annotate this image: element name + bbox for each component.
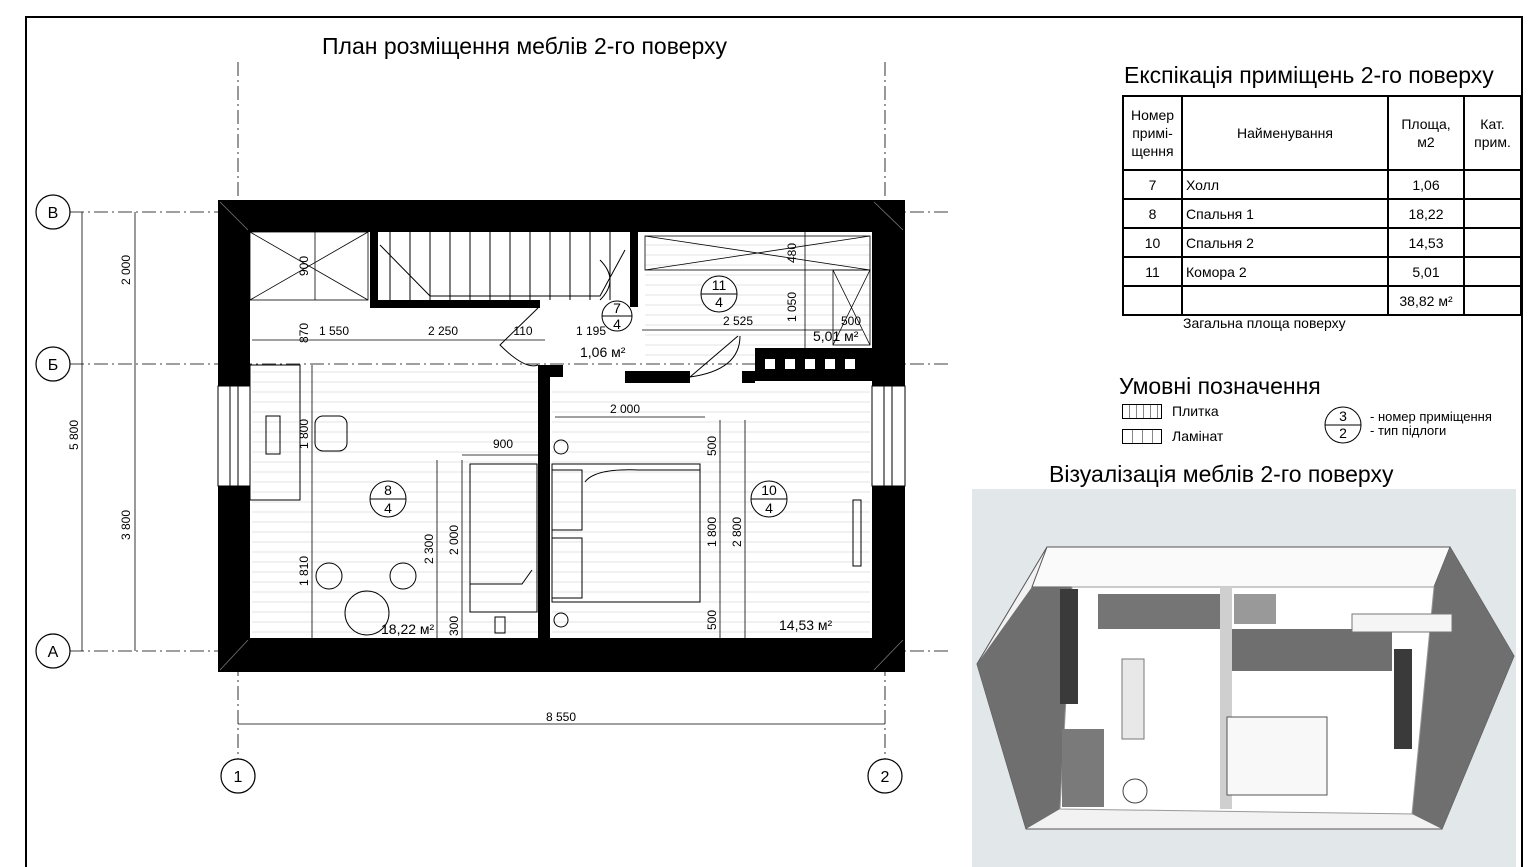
axis-label-1: 1 [233, 769, 243, 786]
spec-header-name: Найменування [1182, 96, 1388, 170]
room-floor: 4 [384, 500, 392, 516]
dim-inner: 500 [705, 435, 719, 457]
dim-inner: 500 [840, 314, 862, 328]
cell-empty [1464, 286, 1521, 315]
axis-label-v: В [47, 205, 59, 222]
room-area: 18,22 м² [381, 621, 435, 637]
dim-inner: 480 [785, 242, 799, 264]
spec-header-category: Кат. прим. [1464, 96, 1521, 170]
cell-name: Спальня 1 [1182, 199, 1388, 228]
room-area: 5,01 м² [813, 328, 859, 344]
dim-inner: 870 [297, 322, 311, 344]
cell-name: Комора 2 [1182, 257, 1388, 286]
legend-tile-label: Плитка [1172, 403, 1219, 419]
room-number: 11 [711, 277, 727, 293]
dim-inner: 110 [513, 324, 533, 338]
dim-inner: 2 800 [730, 516, 744, 548]
dim-inner: 2 300 [422, 533, 436, 565]
cell-area: 5,01 [1388, 257, 1464, 286]
legend-floor-desc: - тип підлоги [1370, 423, 1447, 438]
cell-num: 7 [1123, 170, 1182, 199]
spec-total-area: 38,82 м² [1388, 286, 1464, 315]
cell-name: Холл [1182, 170, 1388, 199]
legend-title: Умовні позначення [1119, 373, 1321, 399]
cell-cat [1464, 228, 1521, 257]
table-row [1123, 170, 1521, 199]
spec-header-area: Площа, м2 [1388, 96, 1464, 170]
axis-label-b: Б [47, 357, 59, 374]
cell-name: Спальня 2 [1182, 228, 1388, 257]
dim-inner: 1 810 [297, 555, 311, 587]
room-number: 10 [761, 482, 777, 498]
room-number: 8 [384, 482, 392, 498]
laminate-hatch [252, 242, 870, 632]
dim-inner: 2 000 [609, 402, 641, 416]
legend-num-desc: - номер приміщення [1370, 409, 1492, 424]
legend-sample-num: 3 [1339, 408, 1347, 424]
dim-inner: 900 [492, 437, 514, 451]
cell-area: 18,22 [1388, 199, 1464, 228]
dim-inner: 1 050 [785, 291, 799, 323]
axis-label-2: 2 [880, 769, 890, 786]
spec-title: Експікація приміщень 2-го поверху [1124, 62, 1494, 88]
spec-total-row [1123, 286, 1521, 315]
viz-title: Візуалізація меблів 2-го поверху [1049, 461, 1394, 487]
room-floor: 4 [765, 500, 773, 516]
dim-inner: 900 [297, 255, 311, 277]
cell-cat [1464, 170, 1521, 199]
spec-header-row [1123, 96, 1521, 170]
cell-area: 14,53 [1388, 228, 1464, 257]
staircase [380, 232, 625, 300]
dim-left-5800: 5 800 [67, 419, 81, 451]
room-number: 7 [613, 300, 621, 316]
dim-inner: 1 195 [575, 324, 607, 338]
legend-room-tag [1323, 405, 1363, 445]
plan-title: План розміщення меблів 2-го поверху [322, 33, 728, 59]
cell-empty [1182, 286, 1388, 315]
exterior-walls [218, 200, 905, 672]
dim-inner: 1 800 [297, 418, 311, 450]
render-drawing [972, 489, 1516, 867]
tile-swatch [1122, 404, 1162, 419]
spec-header-number: Номер примі-щення [1123, 96, 1182, 170]
visualization-render [972, 489, 1516, 867]
dim-inner: 1 800 [705, 516, 719, 548]
cell-num: 10 [1123, 228, 1182, 257]
dim-left-3800: 3 800 [119, 509, 133, 541]
room-area: 14,53 м² [779, 617, 833, 633]
cell-num: 11 [1123, 257, 1182, 286]
cell-cat [1464, 257, 1521, 286]
cell-cat [1464, 199, 1521, 228]
spec-table [1122, 95, 1522, 316]
room-floor: 4 [613, 316, 621, 332]
legend-sample-floor: 2 [1339, 425, 1347, 441]
room-area: 1,06 м² [580, 344, 626, 360]
dim-inner: 2 250 [427, 324, 459, 338]
laminate-swatch [1122, 429, 1162, 444]
cell-num: 8 [1123, 199, 1182, 228]
legend-laminate-label: Ламінат [1172, 428, 1224, 444]
table-row [1123, 257, 1521, 286]
table-row [1123, 228, 1521, 257]
room-floor: 4 [715, 294, 723, 310]
dim-bottom-8550: 8 550 [545, 710, 577, 724]
table-row [1123, 199, 1521, 228]
dim-inner: 2 000 [447, 524, 461, 556]
axis-label-a: А [47, 644, 59, 661]
dim-inner: 500 [705, 609, 719, 631]
dim-inner: 300 [447, 615, 461, 637]
dim-inner: 2 525 [722, 314, 754, 328]
room-tags [370, 276, 787, 517]
spec-total-label: Загальна площа поверху [1183, 315, 1346, 331]
windows [218, 386, 905, 486]
dim-left-2000: 2 000 [119, 254, 133, 286]
cell-empty [1123, 286, 1182, 315]
cell-area: 1,06 [1388, 170, 1464, 199]
dim-inner: 1 550 [318, 324, 350, 338]
